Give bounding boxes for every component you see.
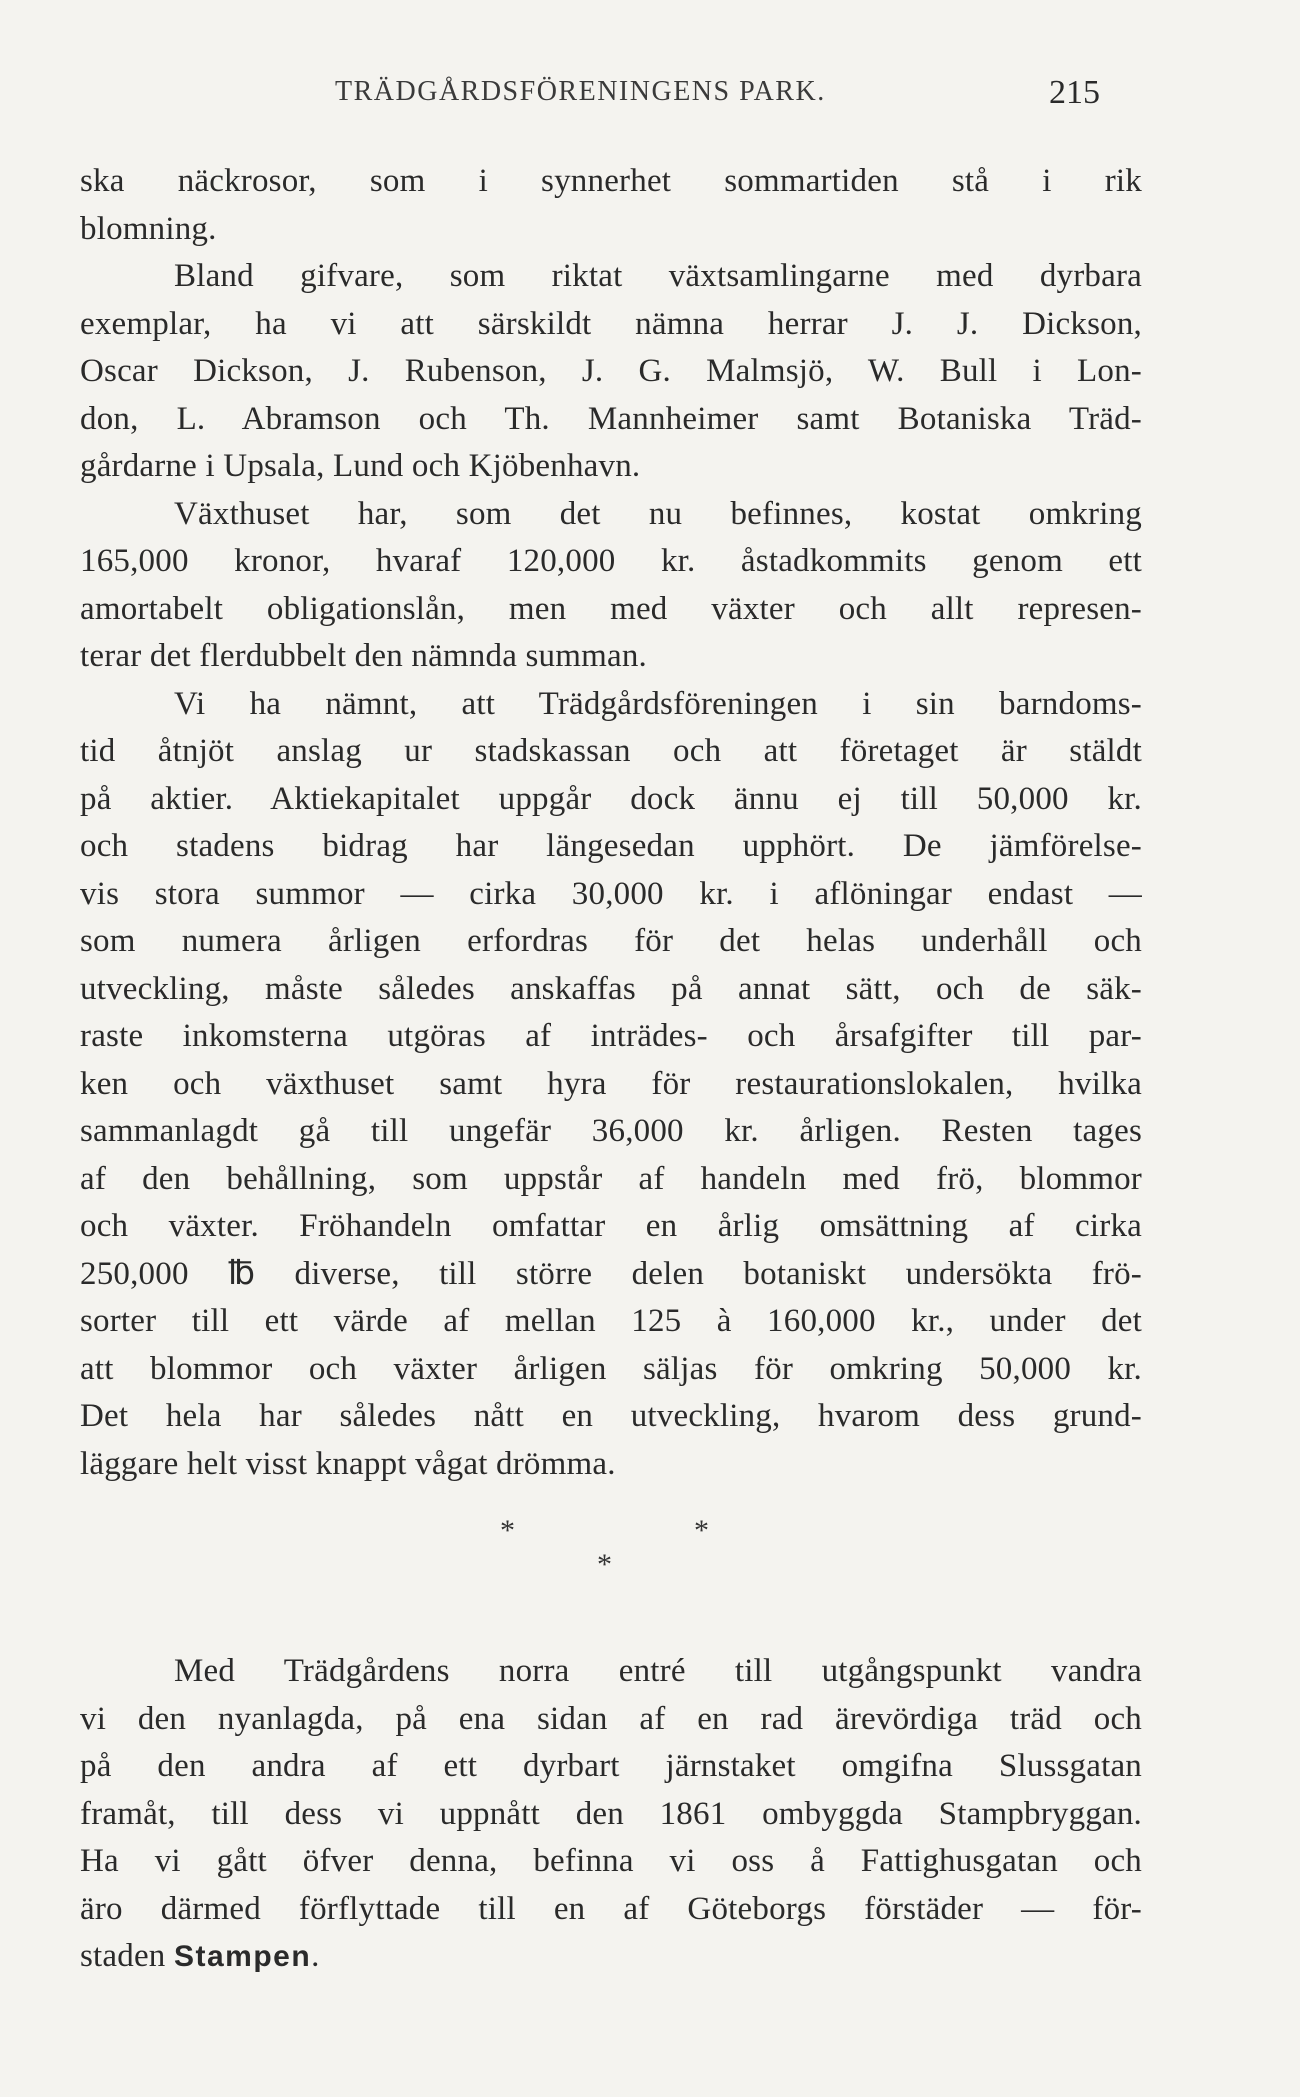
text-line: af den behållning, som uppstår af handeln med frö, blommor xyxy=(80,1160,1142,1197)
text-line: utveckling, måste således anskaffas på annat sätt, och de säk- xyxy=(80,970,1142,1007)
text-line: tid åtnjöt anslag ur stadskassan och att företaget är stäldt xyxy=(80,733,1142,769)
text-line: äro därmed förflyttade till en af Göteborgs förstäder — för- xyxy=(80,1890,1142,1927)
text-line: på aktier. Aktiekapitalet uppgår dock ännu ej till 50,000 kr. xyxy=(80,780,1142,817)
text-line: Vi ha nämnt, att Trädgårdsföreningen i sin barndoms- xyxy=(174,685,1142,722)
text-line: gårdarne i Upsala, Lund och Kjöbenhavn. xyxy=(80,448,641,484)
text-line: exemplar, ha vi att särskildt nämna herrar J. J. Dickson, xyxy=(80,305,1142,342)
text-line: Växthuset har, som det nu befinnes, kostat omkring xyxy=(174,495,1142,532)
paragraph-3 xyxy=(80,491,1142,681)
text-line: sammanlagdt gå till ungefär 36,000 kr. årligen. Resten tages xyxy=(80,1113,1142,1149)
text-line: vi den nyanlagda, på ena sidan af en rad ärevördiga träd och xyxy=(80,1700,1142,1737)
text-line: sorter till ett värde af mellan 125 à 160,000 kr., under det xyxy=(80,1303,1142,1339)
running-title: TRÄDGÅRDSFÖRENINGENS PARK. xyxy=(335,76,826,107)
text-line: och stadens bidrag har längesedan upphört. De jämförelse- xyxy=(80,828,1142,864)
text-line: att blommor och växter årligen säljas för omkring 50,000 kr. xyxy=(80,1350,1142,1387)
text-line: vis stora summor — cirka 30,000 kr. i aflöningar endast — xyxy=(80,875,1142,912)
text-line: ska näckrosor, som i synnerhet sommartiden stå i rik xyxy=(80,163,1142,199)
text-line: blomning. xyxy=(80,210,217,247)
paragraph-4 xyxy=(80,681,1142,1489)
place-name-bold: Stampen xyxy=(173,1940,312,1973)
text-line: raste inkomsterna utgöras af inträdes- och årsafgifter till par- xyxy=(80,1018,1142,1054)
text-line: terar det flerdubbelt den nämnda summan. xyxy=(80,638,647,674)
text-line: Det hela har således nått en utveckling, hvarom dess grund- xyxy=(80,1398,1142,1434)
text-line: och växter. Fröhandeln omfattar en årlig omsättning af cirka xyxy=(80,1208,1142,1244)
text-line: 165,000 kronor, hvaraf 120,000 kr. åstadkommits genom ett xyxy=(80,543,1142,579)
text-line: 250,000 ℔ diverse, till större delen botaniskt undersökta frö- xyxy=(80,1255,1142,1292)
text-line-final xyxy=(80,1933,1142,1981)
text-line: Ha vi gått öfver denna, befinna vi oss å Fattighusgatan och xyxy=(80,1843,1142,1879)
text-line: läggare helt visst knappt vågat drömma. xyxy=(80,1445,616,1482)
running-header xyxy=(80,70,1142,130)
text-line: som numera årligen erfordras för det helas underhåll och xyxy=(80,923,1142,959)
text-fragment: staden xyxy=(80,1938,166,1974)
text-line: Bland gifvare, som riktat växtsamlingarne med dyrbara xyxy=(174,258,1142,294)
text-line: amortabelt obligationslån, men med växter och allt represen- xyxy=(80,590,1142,627)
text-line: Oscar Dickson, J. Rubenson, J. G. Malmsjö, W. Bull i Lon- xyxy=(80,353,1142,389)
asterisk-mark: * xyxy=(500,1514,515,1547)
book-page xyxy=(80,70,1142,1981)
text-line: på den andra af ett dyrbart järnstaket omgifna Slussgatan xyxy=(80,1748,1142,1784)
paragraph-1 xyxy=(80,158,1142,253)
asterism-divider xyxy=(80,1488,1142,1648)
text-line: framåt, till dess vi uppnått den 1861 ombyggda Stampbryggan. xyxy=(80,1795,1142,1832)
asterisk-mark: * xyxy=(597,1548,612,1581)
body-text xyxy=(80,158,1142,1981)
text-line: don, L. Abramson och Th. Mannheimer samt Botaniska Träd- xyxy=(80,400,1142,437)
paragraph-5 xyxy=(80,1648,1142,1981)
text-line: ken och växthuset samt hyra för restaurationslokalen, hvilka xyxy=(80,1065,1142,1102)
asterisk-mark: * xyxy=(694,1514,709,1547)
text-fragment: . xyxy=(311,1938,320,1974)
page-number: 215 xyxy=(1049,74,1100,111)
text-line: Med Trädgårdens norra entré till utgångspunkt vandra xyxy=(174,1653,1142,1689)
paragraph-2 xyxy=(80,253,1142,491)
